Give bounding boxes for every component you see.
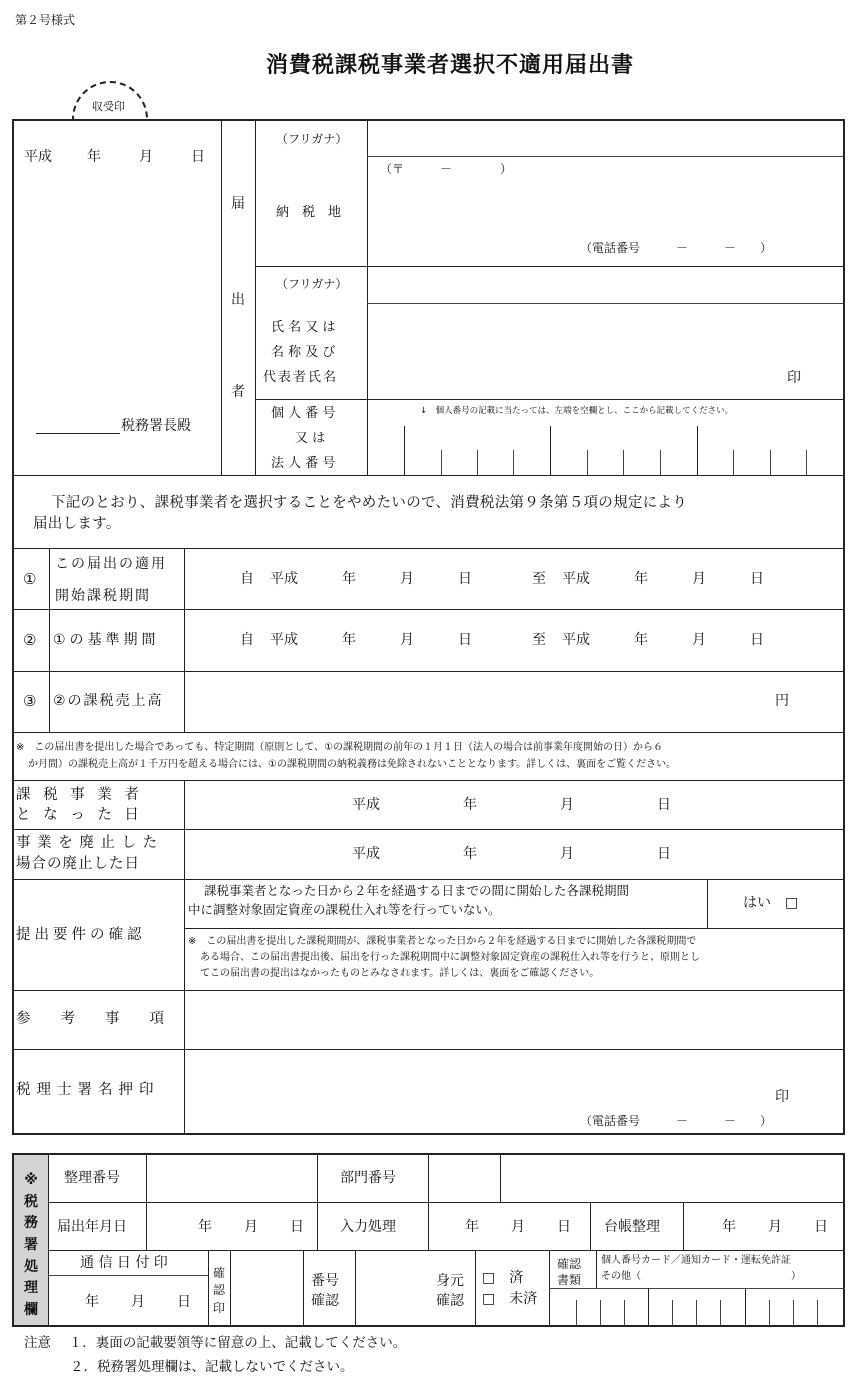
row2-number: ② xyxy=(23,631,37,649)
row1-label-line2: 開始課税期間 xyxy=(55,588,151,604)
row1-period[interactable]: 自 平成 年 月 日 至 平成 年 月 日 xyxy=(240,571,764,587)
statement-line1: 下記のとおり、課税事業者を選択することをやめたいので、消費税法第９条第５項の規定により xyxy=(51,495,688,511)
doc-list-line2: その他（ ） xyxy=(601,1271,801,1282)
doc-list-line1: 個人番号カード／通知カード・運転免許証 xyxy=(601,1255,791,1266)
requirement-note-line2: ある場合、この届出書提出後、届出を行った課税期間中に調整対象固定資産の課税仕入れ等を行うと、原則とし xyxy=(200,952,700,963)
requirement-label: 提出要件の確認 xyxy=(16,927,146,943)
name-label-line1: 氏 名 又 は xyxy=(271,320,336,335)
number-label-line3: 法 人 番 号 xyxy=(271,456,336,471)
tax-accountant-phone[interactable]: （電話番号 － － ） xyxy=(580,1114,773,1128)
main-form-frame xyxy=(12,119,845,1135)
row2-label: ①の基準期間 xyxy=(53,632,160,648)
became-taxable-date[interactable]: 平成 年 月 日 xyxy=(352,797,671,813)
name-stamp-mark: 印 xyxy=(787,370,801,386)
filing-date-ymd: 年 月 日 xyxy=(198,1219,304,1235)
identity-confirm-label: 身元 確認 xyxy=(436,1273,464,1310)
confirm-seal-label: 確 認 印 xyxy=(213,1266,226,1315)
input-processing-label: 入力処理 xyxy=(340,1219,396,1235)
tax-accountant-label: 税理士署名押印 xyxy=(16,1082,160,1098)
requirement-text-line1: 課税事業者となった日から２年を経過する日までの間に開始した各課税期間 xyxy=(204,883,630,898)
doc-type-label: 確認 書類 xyxy=(557,1257,582,1288)
number-label-line1: 個 人 番 号 xyxy=(271,406,336,421)
note-line2: か月間）の課税売上高が１千万円を超える場合には、①の課税期間の納税義務は免除されないこととなります。詳しくは、裏面をご覧ください。 xyxy=(28,759,677,770)
became-taxable-label-line1: 課 税 事 業 者 xyxy=(16,787,143,803)
furigana-label-name: （フリガナ） xyxy=(276,277,348,291)
requirement-note-line1: ※ この届出書を提出した課税期間が、課税事業者となった日から２年を経過する日までに開始した各課税期間で xyxy=(188,936,697,947)
header-date: 平成 年 月 日 xyxy=(24,149,205,165)
notifier-char-2: 出 xyxy=(231,292,245,308)
tax-office-blank[interactable] xyxy=(36,433,120,434)
reference-label: 参考事項 xyxy=(16,1011,194,1027)
tax-accountant-stamp-mark: 印 xyxy=(775,1089,789,1105)
footer-note-1: 注意 １．裏面の記載要領等に留意の上、記載してください。 xyxy=(24,1335,407,1351)
ledger-label: 台帳整理 xyxy=(604,1219,660,1235)
row3-label: ②の課税売上高 xyxy=(53,693,164,709)
comm-date-stamp-label: 通 信 日 付 印 xyxy=(80,1255,168,1271)
department-number-label: 部門番号 xyxy=(340,1170,396,1186)
number-confirm-label: 番号 確認 xyxy=(311,1273,339,1310)
became-taxable-label-line2: と な っ た 日 xyxy=(16,807,143,823)
reference-field[interactable] xyxy=(186,992,842,1048)
number-note: ↓ 個人番号の記載に当たっては、左端を空欄とし、ここから記載してください。 xyxy=(420,406,734,416)
ledger-ymd: 年 月 日 xyxy=(722,1219,828,1235)
abolished-label-line2: 場合の廃止した日 xyxy=(16,856,140,872)
row1-label-line1: この届出の適用 xyxy=(55,556,167,572)
form-title: 消費税課税事業者選択不適用届出書 xyxy=(266,53,635,78)
requirement-text-line2: 中に調整対象固定資産の課税仕入れ等を行っていない。 xyxy=(188,902,501,917)
notifier-char-1: 届 xyxy=(231,196,245,212)
row2-period[interactable]: 自 平成 年 月 日 至 平成 年 月 日 xyxy=(240,632,764,648)
address-label: 納 税 地 xyxy=(276,205,342,220)
input-processing-ymd: 年 月 日 xyxy=(465,1219,571,1235)
abolished-label-line1: 事 業 を 廃 止 し た xyxy=(16,835,159,851)
note-line1: ※ この届出書を提出した場合であっても、特定期間（原則として、①の課税期間の前年の１月１日（法人の場合は前事業年度開始の日）から６ xyxy=(16,742,664,753)
abolished-date[interactable]: 平成 年 月 日 xyxy=(352,846,671,862)
row1-number: ① xyxy=(23,570,37,588)
row3-number: ③ xyxy=(23,692,37,710)
requirement-yes-checkbox[interactable]: はい □ xyxy=(743,895,799,911)
address-phone-field[interactable]: （電話番号 － － ） xyxy=(580,241,773,255)
form-number: 第２号様式 xyxy=(15,13,76,27)
postal-code-field[interactable]: （〒 － ） xyxy=(380,162,513,176)
footer-note-2: ２．税務署処理欄は、記載しないでください。 xyxy=(70,1359,354,1375)
statement-line2: 届出します。 xyxy=(33,516,121,532)
notifier-char-3: 者 xyxy=(231,384,245,400)
name-label-line3: 代表者氏名 xyxy=(263,370,339,385)
number-label-line2: 又 は xyxy=(295,431,326,446)
identity-done-checkbox[interactable]: □ 済 xyxy=(482,1270,524,1286)
identity-not-done-checkbox[interactable]: □ 未済 xyxy=(482,1291,538,1307)
furigana-label-address: （フリガナ） xyxy=(276,132,348,146)
filing-date-label: 届出年月日 xyxy=(57,1219,127,1235)
control-number-label: 整理番号 xyxy=(64,1170,120,1186)
comm-date-ymd: 年 月 日 xyxy=(85,1294,191,1310)
receipt-seal-label: 収受印 xyxy=(92,100,125,113)
office-use-side-label: ※ 税 務 署 処 理 欄 xyxy=(24,1172,38,1319)
name-label-line2: 名 称 及 び xyxy=(271,345,336,360)
requirement-note-line3: てこの届出書の提出はなかったものとみなされます。詳しくは、裏面をご確認ください。 xyxy=(200,968,600,979)
tax-office-suffix: 税務署長殿 xyxy=(121,418,191,434)
row3-yen-unit: 円 xyxy=(775,693,789,709)
